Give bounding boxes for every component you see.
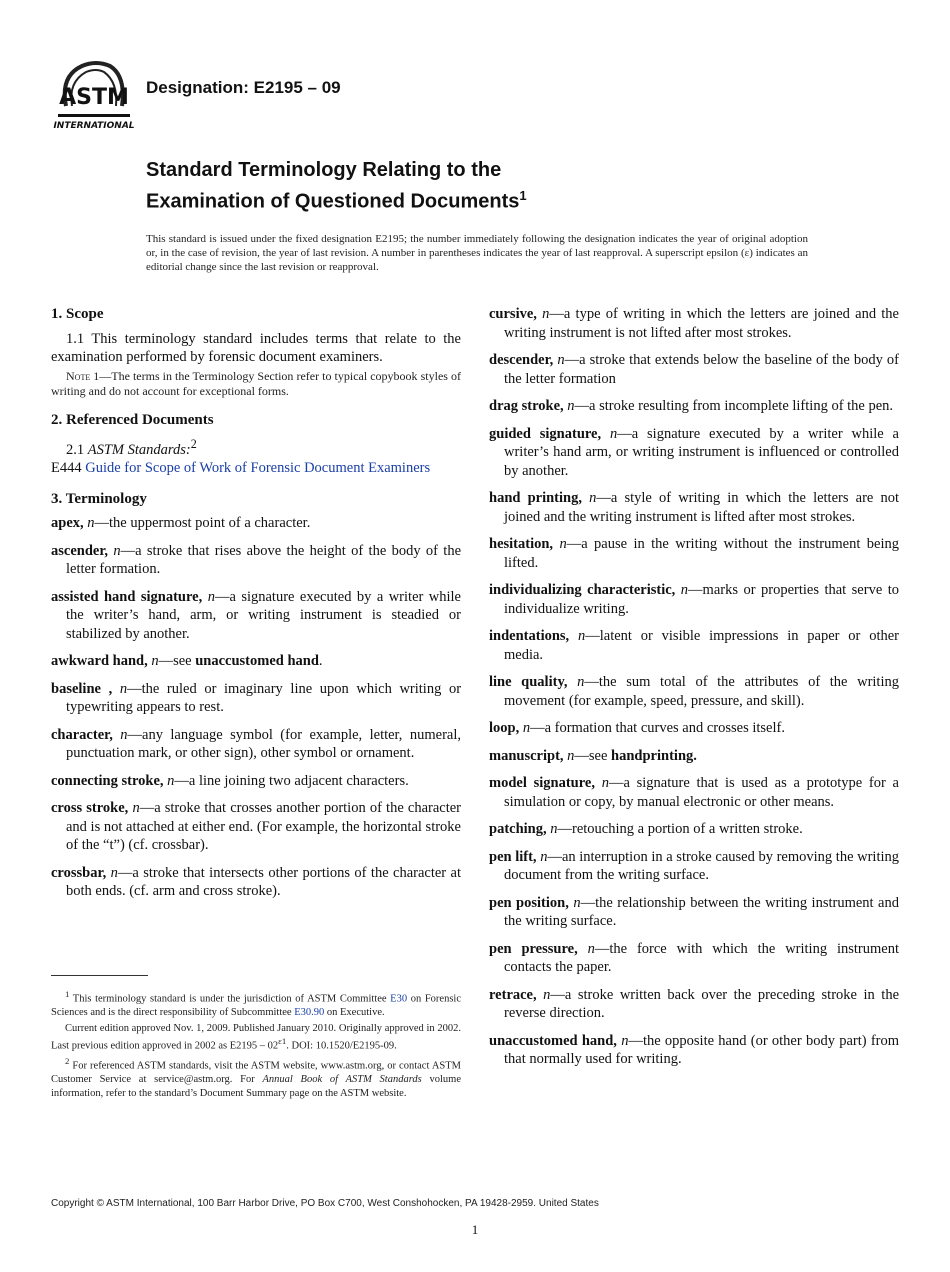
term-word: manuscript, [489, 747, 564, 764]
term-entry [51, 864, 461, 901]
term-word: pen pressure, [489, 940, 578, 957]
term-definition: —a line joining two adjacent characters. [174, 772, 409, 789]
term-word: patching, [489, 821, 547, 837]
terminology-heading: 3. Terminology [51, 490, 147, 507]
left-column [51, 305, 461, 910]
term-word: cross stroke, [51, 800, 129, 817]
term-pos: n [680, 582, 689, 598]
term-definition: —any language symbol (for example, letter, numeral, punctuation mark, or other sign), other symbol or ornament. [66, 726, 461, 762]
term-word: crossbar, [51, 864, 107, 881]
term-pos: n [609, 425, 618, 442]
term-pos: n [601, 775, 609, 791]
term-entry [489, 848, 899, 885]
term-entry [489, 1032, 899, 1069]
term-entry [489, 627, 899, 664]
term-entry [489, 774, 899, 811]
footnote-rule [51, 975, 148, 976]
term-entry [51, 588, 461, 644]
footnote-1: $^1$ This terminology standard is under the jurisdiction of ASTM Committee E30 on Forensic Sciences and is the direct responsibility of Subcommittee E30.90 on Executive. [51, 989, 461, 1018]
page-number: 1 [471, 1222, 479, 1237]
term-word: awkward hand, [51, 653, 148, 670]
term-pos: n [167, 772, 175, 789]
term-definition: —a pause in the writing without the instrument being lifted. [504, 536, 899, 571]
term-definition: —a signature that is used as a prototype for a simulation or copy, by manual electronic or other means. [504, 775, 899, 810]
term-word: baseline , [51, 680, 113, 697]
term-definition: —the uppermost point of a character. [94, 515, 311, 532]
title-footnote-mark: 1 [519, 188, 527, 203]
term-definition: —latent or visible impressions in paper or other media. [504, 628, 899, 663]
committee-e30-link[interactable]: E30 [390, 993, 408, 1005]
term-entry [489, 940, 899, 977]
term-pos: n [567, 398, 575, 414]
term-entry [51, 542, 461, 579]
term-see-reference: handprinting. [611, 747, 697, 764]
subcommittee-e3090-link[interactable]: E30.90 [294, 1007, 325, 1018]
term-pos: n [120, 726, 128, 743]
term-pos: n [559, 536, 567, 552]
term-pos: n [557, 352, 565, 368]
document-title [146, 158, 846, 215]
term-entry [489, 397, 899, 416]
term-entry [51, 772, 461, 791]
term-entry [51, 799, 461, 855]
term-entry [51, 514, 461, 533]
term-word: retrace, [489, 986, 537, 1003]
term-pos: n [577, 674, 585, 690]
term-word: drag stroke, [489, 398, 564, 414]
term-word: line quality, [489, 674, 568, 690]
term-pos: n [543, 986, 551, 1003]
scope-paragraph: 1.1 This terminology standard includes terms that relate to the examination performed by forensic document examiners. [51, 330, 461, 365]
term-definition: —a signature executed by a writer while a writer’s hand arm, or writing instrument is influenced or controlled by another. [504, 425, 899, 479]
term-word: hand printing, [489, 490, 582, 506]
term-definition: —the force with which the writing instrument contacts the paper. [504, 940, 899, 975]
term-definition: —see [574, 747, 612, 764]
title-line1: Standard Terminology Relating to the [146, 159, 502, 181]
footnotes [51, 988, 461, 1102]
term-entry [489, 425, 899, 481]
term-definition: —a stroke resulting from incomplete lifting of the pen. [574, 398, 894, 414]
scope-note: Note 1—The terms in the Terminology Section refer to typical copybook styles of writing and do not account for exceptional forms. [51, 368, 461, 398]
reference-e444: E444 Guide for Scope of Work of Forensic Document Examiners [51, 460, 431, 477]
term-pos: n [567, 747, 575, 764]
term-entry [489, 747, 899, 766]
term-definition: —the relationship between the writing instrument and the writing surface. [504, 894, 899, 929]
copyright-notice: Copyright © ASTM International, 100 Barr Harbor Drive, PO Box C700, West Conshohocken, PA 19428-2959. United States [51, 1198, 599, 1209]
term-pos: n [578, 628, 586, 644]
term-definition: —marks or properties that serve to individualize writing. [504, 582, 900, 617]
term-entry [489, 489, 899, 526]
term-pos: n [132, 800, 140, 817]
term-word: model signature, [489, 775, 595, 791]
term-word: hesitation, [489, 536, 554, 552]
designation: Designation: E2195 – 09 [146, 78, 341, 97]
term-word: ascender, [51, 542, 109, 559]
term-entry [489, 719, 899, 738]
term-pos: n [87, 515, 95, 532]
term-definition: —an interruption in a stroke caused by removing the writing document from the writing surface. [504, 848, 900, 883]
term-word: apex, [51, 515, 84, 532]
term-word: guided signature, [489, 425, 602, 442]
term-pos: n [589, 490, 597, 506]
term-word: pen position, [489, 894, 569, 911]
term-entry [489, 351, 899, 388]
term-word: character, [51, 726, 113, 743]
term-definition: —a stroke that crosses another portion of the character and is not attached at either end. (For example, the horizontal stroke of the “t”) (cf. crossbar). [66, 800, 462, 854]
term-entry [51, 680, 461, 717]
term-definition: —retouching a portion of a written stroke. [557, 821, 803, 837]
term-word: indentations, [489, 628, 570, 644]
term-pos: n [540, 848, 548, 865]
term-entry [51, 726, 461, 763]
footnote-1-edition: Current edition approved Nov. 1, 2009. Published January 2010. Originally approved in 2002. Last previous edition approved in 2002 as $E2195 - 02^{\varepsilon 1}$. DOI: 10.1520/E2195-09. [51, 1022, 461, 1052]
term-entry [489, 305, 899, 342]
refdocs-heading: 2. Referenced Documents [51, 411, 214, 428]
term-entry [51, 652, 461, 671]
term-pos: n [621, 1032, 629, 1049]
term-definition: —a stroke that intersects other portions of the character at both ends. (cf. arm and cross stroke). [66, 864, 461, 900]
term-pos: n [151, 653, 159, 670]
term-word: pen lift, [489, 848, 537, 865]
term-pos: n [113, 542, 121, 559]
intro-paragraph: This standard is issued under the fixed designation E2195; the number immediately following the designation indicates the year of original adoption or, in the case of revision, the year of last revision. A number in parentheses indicates the year of last reapproval. A superscript epsilon (ε) indicates an editorial change since the last revision or reapproval. [146, 233, 808, 273]
term-word: loop, [489, 720, 520, 736]
astm-logo [52, 56, 136, 134]
term-definition: —see [158, 653, 196, 670]
term-word: connecting stroke, [51, 772, 164, 789]
reference-e444-link[interactable]: Guide for Scope of Work of Forensic Document Examiners [85, 460, 431, 477]
term-definition: —a stroke that extends below the baseline of the body of the letter formation [504, 352, 900, 387]
term-definition: —a stroke that rises above the height of the body of the letter formation. [66, 542, 462, 578]
logo-subtext: INTERNATIONAL [53, 121, 135, 131]
term-pos: n [587, 940, 595, 957]
term-entry [489, 673, 899, 710]
term-entry [489, 820, 899, 839]
right-terms-list [489, 305, 899, 1069]
term-pos: n [573, 894, 581, 911]
term-entry [489, 535, 899, 572]
term-word: assisted hand signature, [51, 588, 203, 605]
term-entry [489, 894, 899, 931]
term-see-reference: unaccustomed hand [195, 653, 319, 670]
term-entry [489, 581, 899, 618]
term-definition: —a formation that curves and crosses itself. [530, 720, 785, 736]
scope-heading: 1. Scope [51, 306, 104, 322]
term-pos: n [542, 306, 550, 322]
term-pos: n [522, 720, 531, 736]
term-entry [489, 986, 899, 1023]
term-pos: n [207, 588, 215, 605]
right-column [489, 305, 899, 1078]
term-word: individualizing characteristic, [489, 582, 676, 598]
term-word: unaccustomed hand, [489, 1032, 617, 1049]
left-terms-list [51, 514, 461, 901]
term-definition: —a signature executed by a writer while the writer’s hand, arm, or writing instrument is steadied or stabilized by another. [66, 588, 461, 642]
term-word: cursive, [489, 306, 537, 322]
term-pos: n [110, 864, 118, 881]
footnote-2: $^2$ For referenced ASTM standards, visit the ASTM website, www.astm.org, or contact ASTM Customer Service at service@astm.org. For Annual Book of ASTM Standards volume information, refer to the standard’s Document Summary page on the ASTM website. [51, 1056, 461, 1099]
term-definition: —a style of writing in which the letters are not joined and the writing instrument is lifted after most strokes. [504, 490, 899, 525]
astm-standards-line: 2.1 ASTM Standards:$^2$ [66, 437, 197, 458]
term-pos: n [550, 821, 558, 837]
term-definition: —the ruled or imaginary line upon which writing or typewriting appears to rest. [66, 680, 462, 716]
term-definition: —the sum total of the attributes of the writing movement (for example, speed, pressure, and skill). [504, 674, 899, 709]
term-pos: n [119, 680, 128, 697]
term-after: . [318, 653, 323, 670]
title-line2: Examination of Questioned Documents$^1$ [146, 188, 527, 213]
term-definition: —a stroke written back over the preceding stroke in the reverse direction. [504, 986, 900, 1021]
term-definition: —a type of writing in which the letters are joined and the writing instrument is not lifted after most strokes. [504, 306, 899, 341]
term-word: descender, [489, 352, 554, 368]
term-definition: —the opposite hand (or other body part) from that normally used for writing. [504, 1032, 900, 1067]
logo-text: ASTM [59, 85, 129, 110]
